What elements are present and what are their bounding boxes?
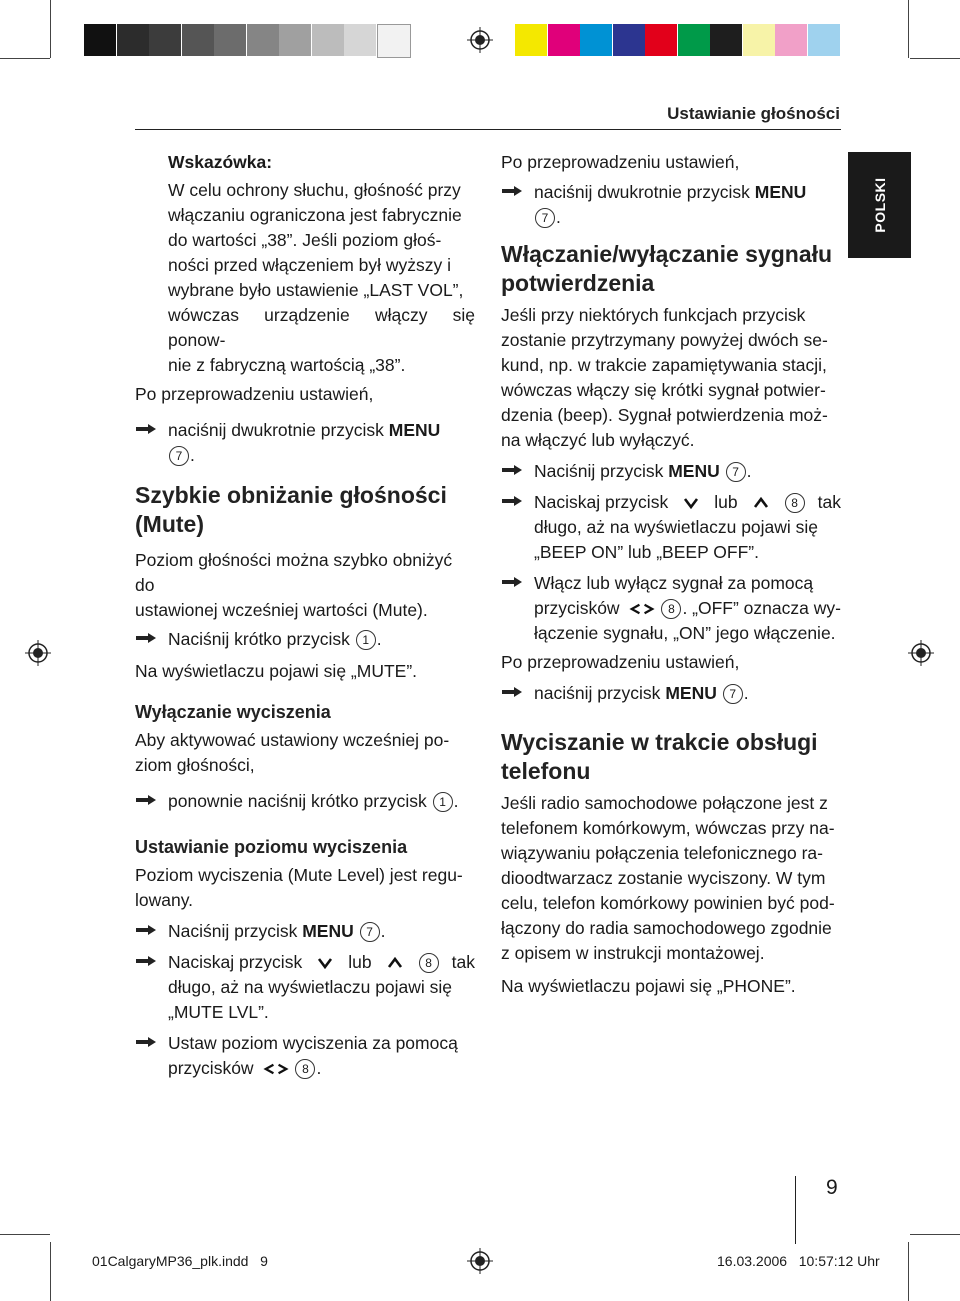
step-text: naciśnij dwukrotnie przycisk	[534, 182, 750, 202]
body-text: dzenia (beep). Sygnał potwierdzenia moż-	[501, 405, 828, 425]
left-right-arrows-icon	[627, 603, 657, 615]
body-text: wówczas włączy się krótki sygnał potwier-	[501, 380, 826, 400]
step-text: Naciskaj przycisk	[534, 492, 669, 512]
language-tab	[848, 152, 911, 258]
color-swatch	[182, 24, 214, 56]
body-text: Jeśli przy niektórych funkcjach przycisk	[501, 305, 806, 325]
key-number-badge: 8	[785, 493, 805, 513]
left-column	[135, 150, 475, 1081]
subsection-heading: Wyłączanie wyciszenia	[135, 702, 331, 722]
step-text: naciśnij dwukrotnie przycisk	[168, 420, 384, 440]
pointing-hand-icon	[501, 463, 523, 477]
color-swatch	[743, 24, 775, 56]
menu-key-label: MENU	[668, 461, 720, 481]
color-swatch	[678, 24, 710, 56]
body-text: zostanie przytrzymany powyżej dwóch se-	[501, 330, 828, 350]
color-swatch	[247, 24, 279, 56]
body-text: Po przeprowadzeniu ustawień,	[501, 652, 740, 672]
language-tab-label: POLSKI	[871, 177, 888, 233]
crop-mark	[0, 1234, 50, 1235]
menu-key-label: MENU	[388, 420, 441, 440]
registration-mark-icon	[25, 640, 51, 666]
color-swatch	[548, 24, 580, 56]
crop-mark	[910, 1234, 960, 1235]
note-line: ności przed włączeniem był wyższy i	[168, 255, 452, 275]
note-line: W celu ochrony słuchu, głośność przy	[168, 180, 461, 200]
step-text: lub	[714, 492, 738, 512]
color-swatch	[117, 24, 149, 56]
note-line: do wartości „38”. Jeśli poziom głoś-	[168, 230, 442, 250]
chevron-up-icon	[387, 957, 403, 969]
body-text: Na wyświetlaczu pojawi się „PHONE”.	[501, 976, 796, 996]
crop-mark	[0, 58, 50, 59]
body-text: Na wyświetlaczu pojawi się „MUTE”.	[135, 661, 418, 681]
instruction-step: Naciśnij przycisk MENU 7 .	[501, 459, 841, 484]
key-number-badge: 1	[356, 630, 376, 650]
color-swatch	[580, 24, 612, 56]
body-text: Poziom wyciszenia (Mute Level) jest regu-	[135, 865, 463, 885]
section-mute-level	[135, 835, 475, 1081]
key-number-badge: 8	[295, 1059, 315, 1079]
pointing-hand-icon	[501, 184, 523, 198]
pointing-hand-icon	[135, 793, 157, 807]
pointing-hand-icon	[501, 575, 523, 589]
step-text: łączenie sygnału, „ON” jego włączenie.	[534, 623, 836, 643]
registration-mark-icon	[467, 27, 493, 53]
step-text: tak	[451, 952, 475, 972]
step-text: tak	[817, 492, 841, 512]
step-text: „MUTE LVL”.	[168, 1002, 269, 1022]
key-number-badge: 7	[169, 446, 189, 466]
color-swatch	[312, 24, 344, 56]
menu-key-label: MENU	[665, 683, 717, 703]
body-text: łączony do radia samochodowego zgodnie	[501, 918, 832, 938]
color-swatch	[279, 24, 311, 56]
step-text: Naciśnij przycisk	[168, 921, 298, 941]
instruction-step: Naciśnij krótko przycisk 1 .	[135, 627, 475, 652]
color-swatch	[214, 24, 246, 56]
crop-mark	[50, 0, 51, 58]
crop-mark	[910, 58, 960, 59]
body-text: Jeśli radio samochodowe połączone jest z	[501, 793, 828, 813]
section-phone	[501, 728, 841, 999]
body-text: wiązywaniu połączenia telefonicznego ra-	[501, 843, 823, 863]
menu-key-label: MENU	[302, 921, 354, 941]
left-right-arrows-icon	[261, 1063, 291, 1075]
body-text: ziom głośności,	[135, 755, 255, 775]
key-number-badge: 8	[419, 953, 439, 973]
pointing-hand-icon	[135, 422, 157, 436]
color-swatch	[84, 24, 116, 56]
section-unmute	[135, 700, 475, 814]
section-heading: Włączanie/wyłączanie sygnału	[501, 241, 833, 267]
menu-key-label: MENU	[754, 182, 807, 202]
header-rule	[135, 129, 841, 130]
step-text: przycisków	[168, 1058, 254, 1078]
color-swatch	[377, 24, 411, 58]
crop-mark	[908, 0, 909, 58]
step-text: ponownie naciśnij krótko przycisk	[168, 791, 427, 811]
pointing-hand-icon	[135, 631, 157, 645]
section-mute	[135, 481, 475, 684]
body-text: lowany.	[135, 890, 194, 910]
chevron-down-icon	[317, 957, 333, 969]
instruction-step: Naciśnij przycisk MENU 7 .	[135, 919, 475, 944]
step-text: Włącz lub wyłącz sygnał za pomocą	[534, 573, 814, 593]
color-swatch	[775, 24, 807, 56]
registration-mark-icon	[908, 640, 934, 666]
chevron-down-icon	[683, 497, 699, 509]
section-heading: Wyciszanie w trakcie obsługi	[501, 729, 818, 755]
footer-file-name: 01CalgaryMP36_plk.indd 9	[92, 1253, 268, 1269]
step-text: . „OFF” oznacza wy-	[682, 598, 841, 618]
note-line: wówczas urządzenie włączy się ponow-	[168, 305, 475, 350]
step-text: Naciśnij przycisk	[534, 461, 664, 481]
body-text: telefonem komórkowym, wówczas przy na-	[501, 818, 835, 838]
page-number-rule	[795, 1176, 796, 1244]
instruction-step: naciśnij dwukrotnie przycisk MENU 7 .	[501, 180, 841, 230]
crop-mark	[908, 1242, 909, 1301]
right-column	[501, 150, 841, 999]
note-box	[135, 150, 475, 378]
color-swatch	[149, 24, 181, 56]
instruction-step	[501, 490, 841, 565]
section-heading: (Mute)	[135, 511, 204, 537]
body-text: celu, telefon komórkowy powinien być pod-	[501, 893, 835, 913]
crop-mark	[50, 1242, 51, 1301]
note-line: nie z fabryczną wartością „38”.	[168, 355, 406, 375]
pointing-hand-icon	[135, 954, 157, 968]
subsection-heading: Ustawianie poziomu wyciszenia	[135, 837, 408, 857]
body-text: Po przeprowadzeniu ustawień,	[501, 152, 740, 172]
color-swatch	[808, 24, 840, 56]
key-number-badge: 8	[661, 599, 681, 619]
key-number-badge: 7	[726, 462, 746, 482]
key-number-badge: 7	[360, 922, 380, 942]
step-text: „BEEP ON” lub „BEEP OFF”.	[534, 542, 759, 562]
step-text: długo, aż na wyświetlaczu pojawi się	[168, 977, 453, 997]
body-text: ustawionej wcześniej wartości (Mute).	[135, 600, 428, 620]
pointing-hand-icon	[135, 1035, 157, 1049]
instruction-step	[501, 571, 841, 646]
section-heading: Szybkie obniżanie głośności	[135, 482, 447, 508]
instruction-step: naciśnij dwukrotnie przycisk MENU 7 .	[135, 418, 475, 468]
instruction-step: naciśnij przycisk MENU 7 .	[501, 681, 841, 706]
color-swatch	[344, 24, 376, 56]
note-title: Wskazówka:	[168, 152, 273, 172]
body-text: Po przeprowadzeniu ustawień,	[135, 384, 374, 404]
color-swatch	[515, 24, 547, 56]
step-text: lub	[348, 952, 372, 972]
pointing-hand-icon	[501, 494, 523, 508]
step-text: naciśnij przycisk	[534, 683, 661, 703]
instruction-step: ponownie naciśnij krótko przycisk 1 .	[135, 789, 475, 814]
body-text: z opisem w instrukcji montażowej.	[501, 943, 765, 963]
key-number-badge: 1	[433, 792, 453, 812]
body-text: dioodtwarzacz zostanie wyciszony. W tym	[501, 868, 826, 888]
key-number-badge: 7	[723, 684, 743, 704]
pointing-hand-icon	[501, 685, 523, 699]
note-line: wybrane było ustawienie „LAST VOL”,	[168, 280, 464, 300]
section-heading: telefonu	[501, 758, 591, 784]
instruction-step: Ustaw poziom wyciszenia za pomocą przycisków 8 .	[135, 1031, 475, 1081]
pointing-hand-icon	[135, 923, 157, 937]
body-text: kund, np. w trakcie zapamiętywania stacji,	[501, 355, 827, 375]
key-number-badge: 7	[535, 208, 555, 228]
section-beep	[501, 240, 841, 706]
body-text: Aby aktywować ustawiony wcześniej po-	[135, 730, 450, 750]
chevron-up-icon	[753, 497, 769, 509]
body-text: na włączyć lub wyłączyć.	[501, 430, 695, 450]
note-line: włączaniu ograniczona jest fabrycznie	[168, 205, 462, 225]
registration-mark-icon	[467, 1248, 493, 1274]
footer-timestamp: 16.03.2006 10:57:12 Uhr	[717, 1253, 880, 1269]
color-swatch	[613, 24, 645, 56]
page-number: 9	[826, 1176, 838, 1199]
step-text: długo, aż na wyświetlaczu pojawi się	[534, 517, 819, 537]
step-text: Naciskaj przycisk	[168, 952, 303, 972]
running-header: Ustawianie głośności	[667, 104, 840, 123]
step-text: przycisków	[534, 598, 620, 618]
section-heading: potwierdzenia	[501, 270, 655, 296]
step-text: Naciśnij krótko przycisk	[168, 629, 350, 649]
step-text: Ustaw poziom wyciszenia za pomocą	[168, 1033, 458, 1053]
color-swatch	[710, 24, 742, 56]
color-swatch	[645, 24, 677, 56]
body-text: Poziom głośności można szybko obniżyć do	[135, 550, 453, 595]
instruction-step	[135, 950, 475, 1025]
